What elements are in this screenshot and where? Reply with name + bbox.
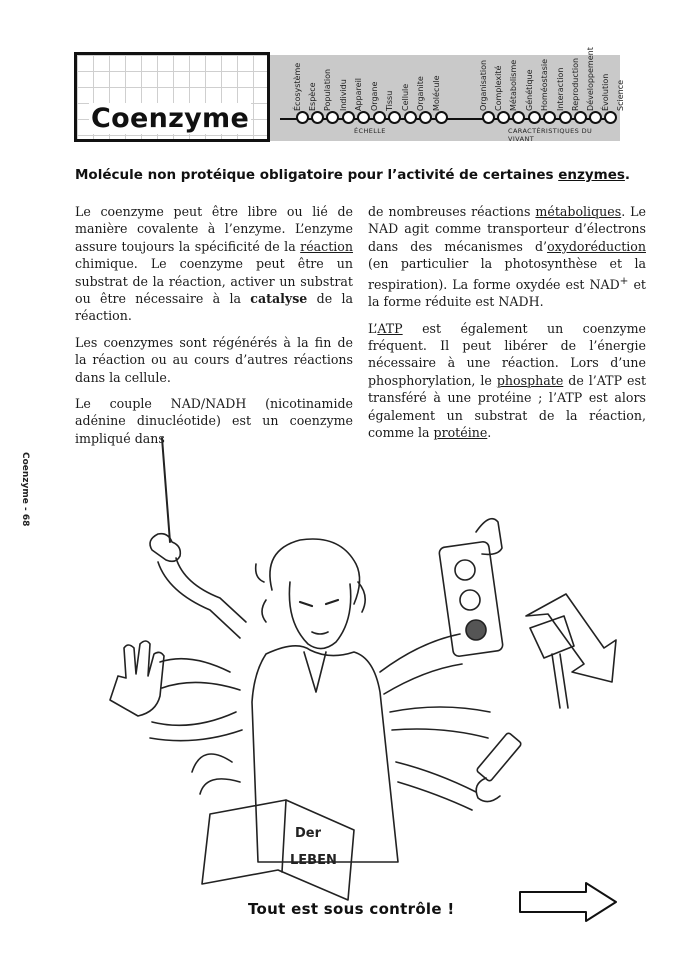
life-label: Évolution <box>601 73 610 111</box>
life-label: Science <box>616 79 625 111</box>
scale-dot <box>326 111 339 124</box>
scale-dot <box>296 111 309 124</box>
scale-label: Espèce <box>308 82 317 111</box>
scale-caption: ÉCHELLE <box>354 127 386 135</box>
reaction-link[interactable]: réaction <box>300 238 353 254</box>
face-icon <box>289 582 350 649</box>
scale-dot <box>311 111 324 124</box>
metaboliques-link[interactable]: métaboliques <box>535 204 622 219</box>
right-column <box>368 203 646 450</box>
superscript: + <box>619 274 629 287</box>
phosphate-link[interactable]: phosphate <box>496 372 564 388</box>
stop-hand-icon <box>110 641 164 716</box>
text: Le coenzyme peut être libre ou lié de manière covalente à l’enzyme. L’enzyme assure toujours la spécificité de la <box>75 204 353 254</box>
atp-link[interactable]: ATP <box>377 320 403 336</box>
catalyse-term: catalyse <box>250 291 308 307</box>
paragraph <box>368 203 646 311</box>
text: de l’ATP est transféré à une protéine ; l’ATP est alors également un substrat de la réaction, comme la <box>368 372 646 441</box>
light-icon <box>455 560 475 580</box>
left-column <box>75 203 353 456</box>
scale-dot <box>404 111 417 124</box>
arm-icon <box>192 754 240 794</box>
hair-icon <box>270 539 360 604</box>
arm-icon <box>396 762 476 810</box>
arm-icon <box>158 562 240 638</box>
scale-label: Tissu <box>385 90 394 111</box>
book-title-line2: LEBEN <box>290 853 337 868</box>
mouth-icon <box>312 632 328 634</box>
page-title: Coenzyme <box>91 103 250 134</box>
arm-icon <box>150 730 242 741</box>
light-icon <box>466 620 486 640</box>
next-page-arrow-icon[interactable] <box>516 880 620 924</box>
definition <box>75 167 630 183</box>
scale-label: Organite <box>416 76 425 111</box>
header-band <box>270 47 625 143</box>
scale-label: Population <box>323 68 332 111</box>
scale-dot <box>388 111 401 124</box>
scale-label: Organe <box>370 81 379 111</box>
life-dot <box>543 111 556 124</box>
life-label: Métabolisme <box>509 59 518 111</box>
arm-icon <box>380 634 462 694</box>
paragraph: Le couple NAD/NADH (nicotinamide adénine dinucléotide) est un coenzyme impliqué dans <box>75 396 353 446</box>
enzymes-link[interactable]: enzymes <box>558 167 625 183</box>
eyebrows-icon <box>300 600 338 606</box>
text: . Le NAD agit comme transporteur d’électrons dans des mécanismes d’ <box>368 204 646 254</box>
hand-icon <box>476 778 500 802</box>
scale-label: Écosystème <box>293 62 302 111</box>
life-label: Interaction <box>556 67 565 111</box>
book-title-line1: Der <box>295 826 322 841</box>
scale-label: Appareil <box>354 77 363 111</box>
life-dot <box>528 111 541 124</box>
paragraph <box>75 203 353 325</box>
light-icon <box>460 590 480 610</box>
arm-icon <box>160 659 240 690</box>
life-dot <box>512 111 525 124</box>
conductor-illustration <box>90 432 630 902</box>
hammer-handle-icon <box>552 654 568 708</box>
definition-end: . <box>624 167 631 183</box>
life-dot <box>559 111 572 124</box>
life-label: Homéostasie <box>540 58 549 111</box>
life-label: Organisation <box>479 59 488 111</box>
baton-icon <box>162 438 170 542</box>
life-dot <box>574 111 587 124</box>
scale-labels <box>270 47 625 115</box>
arm-icon <box>152 712 236 725</box>
paragraph <box>368 320 646 442</box>
scale-dot <box>435 111 448 124</box>
scale-label: Cellule <box>401 83 410 111</box>
collar-icon <box>304 652 326 692</box>
text: chimique. Le coenzyme peut être un substrat de la réaction, activer un substrat ou être nécessaire à la <box>75 256 353 307</box>
text: de nombreuses réactions <box>368 204 536 219</box>
hammer-head-icon <box>530 616 574 658</box>
text: L’ <box>368 320 378 336</box>
oxydoreduction-link[interactable]: oxydoréduction <box>547 238 646 254</box>
scale-label: Individu <box>339 79 348 111</box>
life-label: Reproduction <box>571 57 580 111</box>
scale-dot <box>373 111 386 124</box>
scale-label: Molécule <box>432 75 441 111</box>
text: et la forme réduite est NADH. <box>368 276 646 310</box>
definition-text: Molécule non protéique obligatoire pour l’activité de certaines <box>75 167 559 183</box>
life-caption: CARACTÉRISTIQUES DU VIVANT <box>508 127 593 143</box>
illustration-caption: Tout est sous contrôle ! <box>248 900 455 918</box>
text: de la réaction. <box>75 291 353 324</box>
life-dot <box>482 111 495 124</box>
text: . <box>487 425 492 441</box>
text: est également un coenzyme fréquent. Il peut libérer de l’énergie nécessaire à une réaction. Lors d’une phosphorylation, le <box>368 320 646 388</box>
life-label: Génétique <box>525 69 534 111</box>
arm-icon <box>176 558 246 622</box>
arm-icon <box>390 707 490 738</box>
baton-hand-icon <box>150 534 180 562</box>
life-label: Développement <box>586 47 595 111</box>
proteine-link[interactable]: protéine <box>433 425 488 441</box>
life-dot <box>589 111 602 124</box>
book-icon <box>202 800 354 900</box>
life-dot <box>604 111 617 124</box>
page-number-label: Coenzyme - 68 <box>20 452 30 527</box>
life-label: Complexité <box>494 65 503 111</box>
text: (en particulier la photosynthèse et la respiration). La forme oxydée est NAD <box>368 256 646 292</box>
scale-dot <box>419 111 432 124</box>
paragraph: Les coenzymes sont régénérés à la fin de la réaction ou au cours d’autres réactions dans la cellule. <box>75 334 353 385</box>
coat-icon <box>252 646 398 862</box>
title-box <box>74 52 270 142</box>
scale-dot <box>342 111 355 124</box>
scale-dot <box>357 111 370 124</box>
remote-control-icon <box>476 732 522 782</box>
life-dot <box>497 111 510 124</box>
